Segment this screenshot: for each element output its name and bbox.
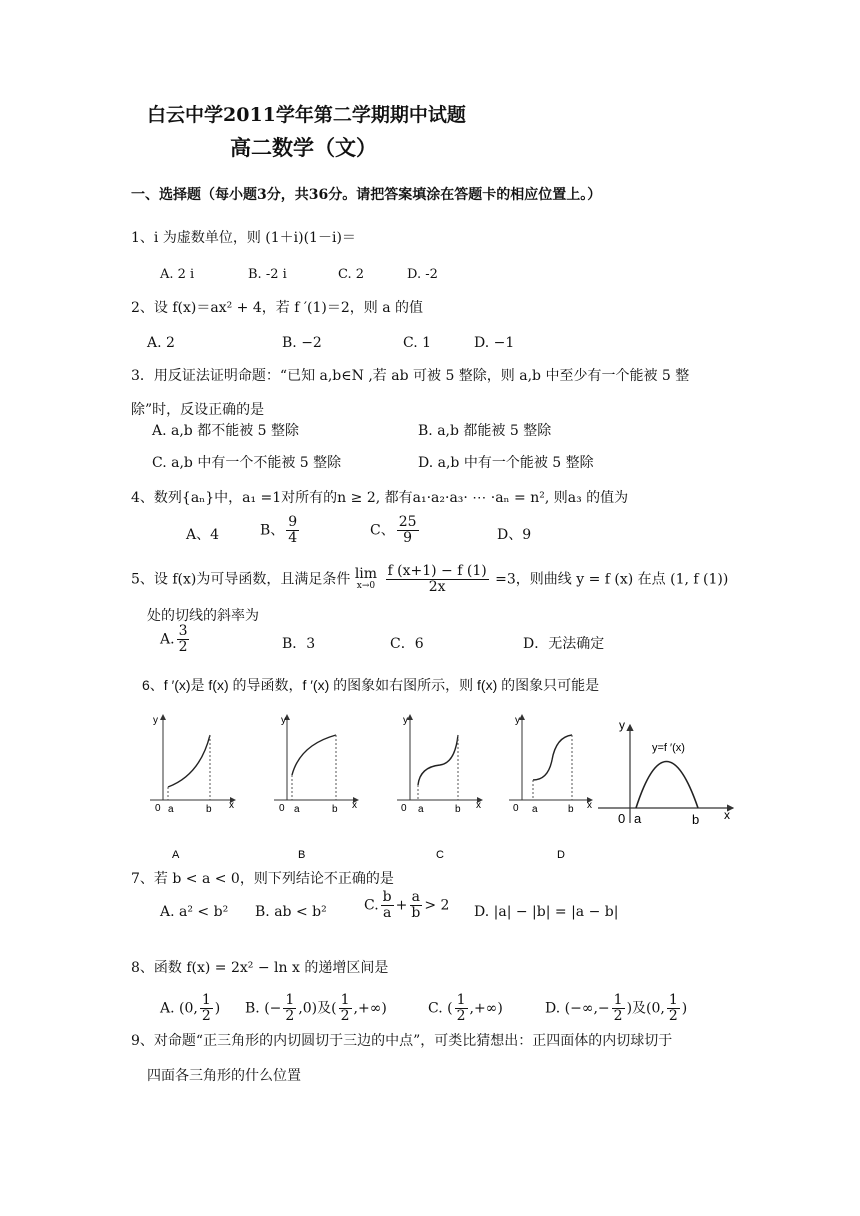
question-1-stem: 1、i 为虚数单位，则 (1＋i)(1－i)＝ xyxy=(131,230,356,246)
graph-d xyxy=(509,715,592,815)
exam-title: 白云中学2011学年第二学期期中试题 xyxy=(147,104,466,126)
question-8-stem: 8、函数 f(x) = 2x² − ln x 的递增区间是 xyxy=(131,960,389,976)
svg-text:0: 0 xyxy=(618,811,626,826)
q3-option-a: A. a,b 都不能被 5 整除 xyxy=(152,423,300,439)
q5-option-b: B．3 xyxy=(282,636,316,652)
question-7-stem: 7、若 b < a < 0，则下列结论不正确的是 xyxy=(131,871,394,887)
question-6-stem: 6、f ′(x)是 f(x) 的导函数，f ′(x) 的图象如右图所示，则 f(x) 的图象只可能是 xyxy=(142,677,600,693)
q3-option-b: B. a,b 都能被 5 整除 xyxy=(418,423,552,439)
q2-option-d: D. −1 xyxy=(474,335,515,351)
svg-text:a: a xyxy=(418,804,424,815)
svg-text:a: a xyxy=(168,804,174,815)
q8-option-b: B. (− $\frac{1}{2}$ ,0)及( $\frac{1}{2}$ ,+∞) xyxy=(245,992,387,1024)
question-3-stem-line2: 除”时，反设正确的是 xyxy=(131,402,265,418)
q2-option-b: B. −2 xyxy=(282,335,322,351)
graph-a xyxy=(150,715,235,815)
q4-option-b: B、 $\frac{9}{4}$ xyxy=(260,514,298,546)
svg-text:x: x xyxy=(587,800,592,811)
svg-text:b: b xyxy=(568,804,574,815)
q7-option-c: C. $\frac{b}{a}$ + $\frac{a}{b}$ > 2 xyxy=(364,889,450,921)
q4-option-d: D、9 xyxy=(497,527,532,543)
svg-text:x: x xyxy=(476,800,481,811)
graph-label-c: C xyxy=(436,849,444,861)
q4-option-a: A、4 xyxy=(186,527,220,543)
q5-option-a: A. $\frac{3}{2}$ xyxy=(160,623,188,655)
graph-label-d: D xyxy=(557,849,565,861)
q8-option-a: A. (0, $\frac{1}{2}$ ) xyxy=(160,992,221,1024)
svg-text:y: y xyxy=(515,715,520,726)
q1-option-c: C. 2 xyxy=(338,267,365,282)
svg-text:x: x xyxy=(352,800,357,811)
q6-graphs xyxy=(0,705,860,905)
exam-subtitle: 高二数学（文） xyxy=(230,135,377,160)
question-5-stem-line2: 处的切线的斜率为 xyxy=(147,608,259,624)
svg-text:x: x xyxy=(724,808,730,822)
q1-option-a: A. 2 i xyxy=(160,267,195,282)
q2-option-c: C. 1 xyxy=(403,335,432,351)
svg-text:b: b xyxy=(332,804,338,815)
q2-option-a: A. 2 xyxy=(147,335,175,351)
svg-text:y=f ′(x): y=f ′(x) xyxy=(652,742,685,754)
svg-text:a: a xyxy=(294,804,300,815)
q7-option-d: D. |a| − |b| = |a − b| xyxy=(474,904,619,920)
graph-c xyxy=(397,715,482,815)
q4-option-c: C、 $\frac{25}{9}$ xyxy=(370,514,417,546)
q8-option-c: C. ( $\frac{1}{2}$ ,+∞) xyxy=(428,992,503,1024)
q8-option-d: D. (−∞,− $\frac{1}{2}$ )及(0, $\frac{1}{2}$ ) xyxy=(545,992,688,1024)
svg-text:b: b xyxy=(206,804,212,815)
derivative-graph xyxy=(598,718,733,827)
svg-text:0: 0 xyxy=(155,803,161,814)
svg-text:y: y xyxy=(281,715,286,726)
q1-option-b: B. -2 i xyxy=(248,267,287,282)
q7-option-a: A. a² < b² xyxy=(160,904,229,920)
svg-text:a: a xyxy=(532,804,538,815)
svg-text:a: a xyxy=(634,811,642,826)
question-3-stem-line1: 3．用反证法证明命题：“已知 a,b∈N ,若 ab 可被 5 整除，则 a,b 中至少有一个能被 5 整 xyxy=(131,368,690,384)
graph-b xyxy=(274,715,358,815)
q3-option-c: C. a,b 中有一个不能被 5 整除 xyxy=(152,455,342,471)
q3-option-d: D. a,b 中有一个能被 5 整除 xyxy=(418,455,594,471)
q5-option-c: C．6 xyxy=(390,636,424,652)
q7-option-b: B. ab < b² xyxy=(255,904,327,920)
q5-option-d: D．无法确定 xyxy=(523,636,605,652)
question-2-stem: 2、设 f(x)＝ax² + 4，若 f ′(1)＝2，则 a 的值 xyxy=(131,300,423,316)
graph-label-b: B xyxy=(298,849,306,861)
question-9-line1: 9、对命题“正三角形的内切圆切于三边的中点”，可类比猜想出：正四面体的内切球切于 xyxy=(131,1033,673,1049)
svg-text:0: 0 xyxy=(401,803,407,814)
svg-text:b: b xyxy=(455,804,461,815)
svg-text:y: y xyxy=(619,718,625,732)
question-9-line2: 四面各三角形的什么位置 xyxy=(147,1068,301,1084)
svg-text:0: 0 xyxy=(279,803,285,814)
svg-text:y: y xyxy=(403,715,408,726)
svg-text:x: x xyxy=(229,800,234,811)
q1-option-d: D. -2 xyxy=(407,267,438,282)
svg-text:0: 0 xyxy=(513,803,519,814)
section-heading: 一、选择题（每小题3分，共36分。请把答案填涂在答题卡的相应位置上。） xyxy=(131,187,602,203)
svg-text:b: b xyxy=(692,812,700,827)
svg-text:y: y xyxy=(153,715,158,726)
graph-label-a: A xyxy=(172,849,180,861)
question-5-stem: 5、设 f(x)为可导函数，且满足条件 lim x→0 $\frac{f (x+1) - f (1)}{2x}$ =3，则曲线 y = f (x) 在点 (1, f (1)) xyxy=(131,563,729,595)
question-4-stem: 4、数列{aₙ}中，a₁ =1对所有的n ≥ 2, 都有a₁·a₂·a₃· ⋯ ·aₙ = n², 则a₃ 的值为 xyxy=(131,490,629,506)
